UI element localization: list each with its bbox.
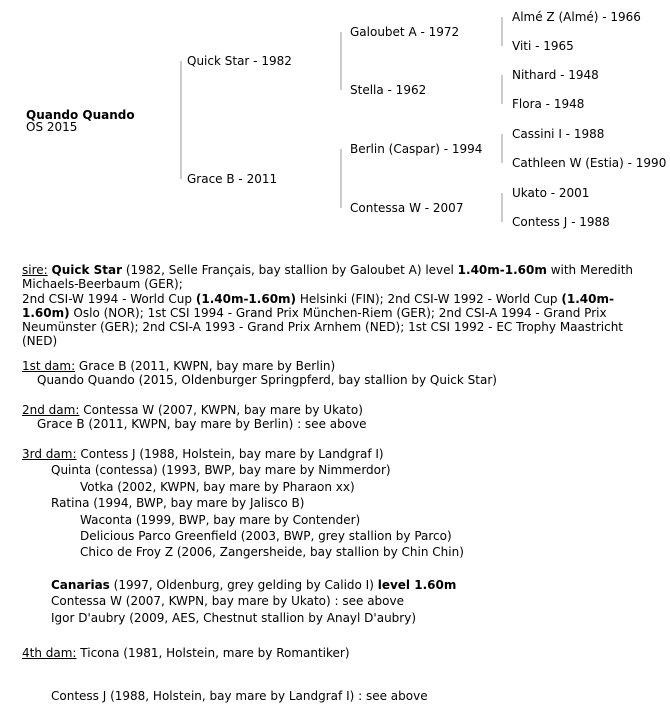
subject-name: Quando Quando — [26, 108, 135, 122]
pedigree-ggp-1: Almé Z (Almé) - 1966 — [512, 10, 641, 24]
sire-section — [22, 263, 650, 349]
pedigree-gp-3: Berlin (Caspar) - 1994 — [350, 142, 483, 156]
dam3-line — [22, 446, 650, 462]
dam3-quinta: Quinta (contessa) (1993, BWP, bay mare by Nimmerdor) — [51, 463, 391, 478]
dam4-line — [22, 646, 650, 660]
dam1-text: Grace B (2011, KWPN, bay mare by Berlin) — [75, 359, 336, 373]
subject-info: OS 2015 — [26, 120, 78, 134]
dam3-section — [22, 446, 650, 626]
dam1-line — [22, 359, 650, 373]
dam3-ratina-offspring-2: Delicious Parco Greenfield (2003, BWP, grey stallion by Parco) — [80, 529, 452, 544]
canarias-name: Canarias — [51, 577, 110, 592]
dam1-section — [22, 359, 650, 388]
dam4-offspring: Contess J (1988, Holstein, bay mare by Landgraf I) : see above — [51, 689, 428, 703]
dam4-text: Ticona (1981, Holstein, mare by Romantiker) — [76, 646, 350, 660]
pedigree-ggp-5: Cassini I - 1988 — [512, 127, 605, 141]
sire-label: sire: — [22, 263, 48, 277]
dam4-offspring-block — [22, 689, 650, 703]
dam4-section — [22, 646, 650, 660]
dam3-ratina-offspring-1: Waconta (1999, BWP, bay mare by Contender) — [80, 512, 361, 527]
pedigree-dam: Grace B - 2011 — [187, 172, 278, 186]
dam3-text: Contess J (1988, Holstein, bay mare by Landgraf I) — [76, 447, 384, 461]
pedigree-gp-4: Contessa W - 2007 — [350, 201, 464, 215]
pedigree-sire: Quick Star - 1982 — [187, 54, 292, 68]
dam2-text: Contessa W (2007, KWPN, bay mare by Ukato) — [79, 403, 363, 417]
pedigree-ggp-8: Contess J - 1988 — [512, 215, 610, 229]
pedigree-gp-2: Stella - 1962 — [350, 83, 427, 97]
canarias-level: level 1.60m — [377, 577, 457, 592]
sire-level: 1.40m-1.60m — [457, 263, 547, 277]
dam3-igor: Igor D'aubry (2009, AES, Chestnut stallion by Anayl D'aubry) — [51, 610, 417, 625]
dam2-line — [22, 403, 650, 417]
sire-results-level-2: (1.40m-1.60m) — [22, 291, 614, 320]
dam1-offspring: Quando Quando (2015, Oldenburger Springpferd, bay stallion by Quick Star) — [37, 373, 497, 388]
sire-name: Quick Star — [51, 263, 123, 277]
sire-details-2: with Meredith Michaels-Beerbaum (GER); — [22, 263, 634, 292]
dam3-label: 3rd dam: — [22, 447, 77, 461]
canarias-text: (1997, Oldenburg, grey gelding by Calido I) — [109, 577, 378, 592]
dam2-offspring: Grace B (2011, KWPN, bay mare by Berlin) : see above — [37, 417, 367, 432]
sire-results — [22, 292, 650, 349]
sire-line — [22, 263, 650, 292]
pedigree-ggp-2: Viti - 1965 — [512, 39, 574, 53]
pedigree-ggp-3: Nithard - 1948 — [512, 68, 599, 82]
dam2-section — [22, 403, 650, 432]
dam4-label: 4th dam: — [22, 646, 77, 660]
dam3-contessa: Contessa W (2007, KWPN, bay mare by Ukato) : see above — [51, 594, 404, 609]
pedigree-gp-1: Galoubet A - 1972 — [350, 25, 460, 39]
sire-details-1: (1982, Selle Français, bay stallion by Galoubet A) level — [122, 263, 458, 277]
dam3-ratina-offspring-3: Chico de Froy Z (2006, Zangersheide, bay stallion by Chin Chin) — [80, 545, 464, 560]
pedigree-ggp-4: Flora - 1948 — [512, 97, 585, 111]
pedigree-ggp-6: Cathleen W (Estia) - 1990 — [512, 156, 667, 170]
dam3-votka: Votka (2002, KWPN, bay mare by Pharaon xx) — [80, 479, 355, 494]
dam3-ratina: Ratina (1994, BWP, bay mare by Jalisco B) — [51, 496, 305, 511]
dam1-label: 1st dam: — [22, 359, 76, 373]
pedigree-ggp-7: Ukato - 2001 — [512, 186, 590, 200]
sire-results-level-1: (1.40m-1.60m) — [195, 291, 297, 306]
sire-results-a: 2nd CSI-W 1994 - World Cup — [22, 291, 196, 306]
sire-results-c: Helsinki (FIN); 2nd CSI-W 1992 - World Cup — [296, 291, 562, 306]
dam3-canarias — [22, 577, 650, 593]
sire-results-e: Oslo (NOR); 1st CSI 1994 - Grand Prix München-Riem (GER); 2nd CSI-A 1994 - Grand Prix Neumünster (GER); 2nd CSI-A 1993 - Grand Prix Arnhem (NED); 1st CSI 1992 - EC Trophy Maastricht (NED) — [22, 305, 624, 349]
dam2-label: 2nd dam: — [22, 403, 80, 417]
